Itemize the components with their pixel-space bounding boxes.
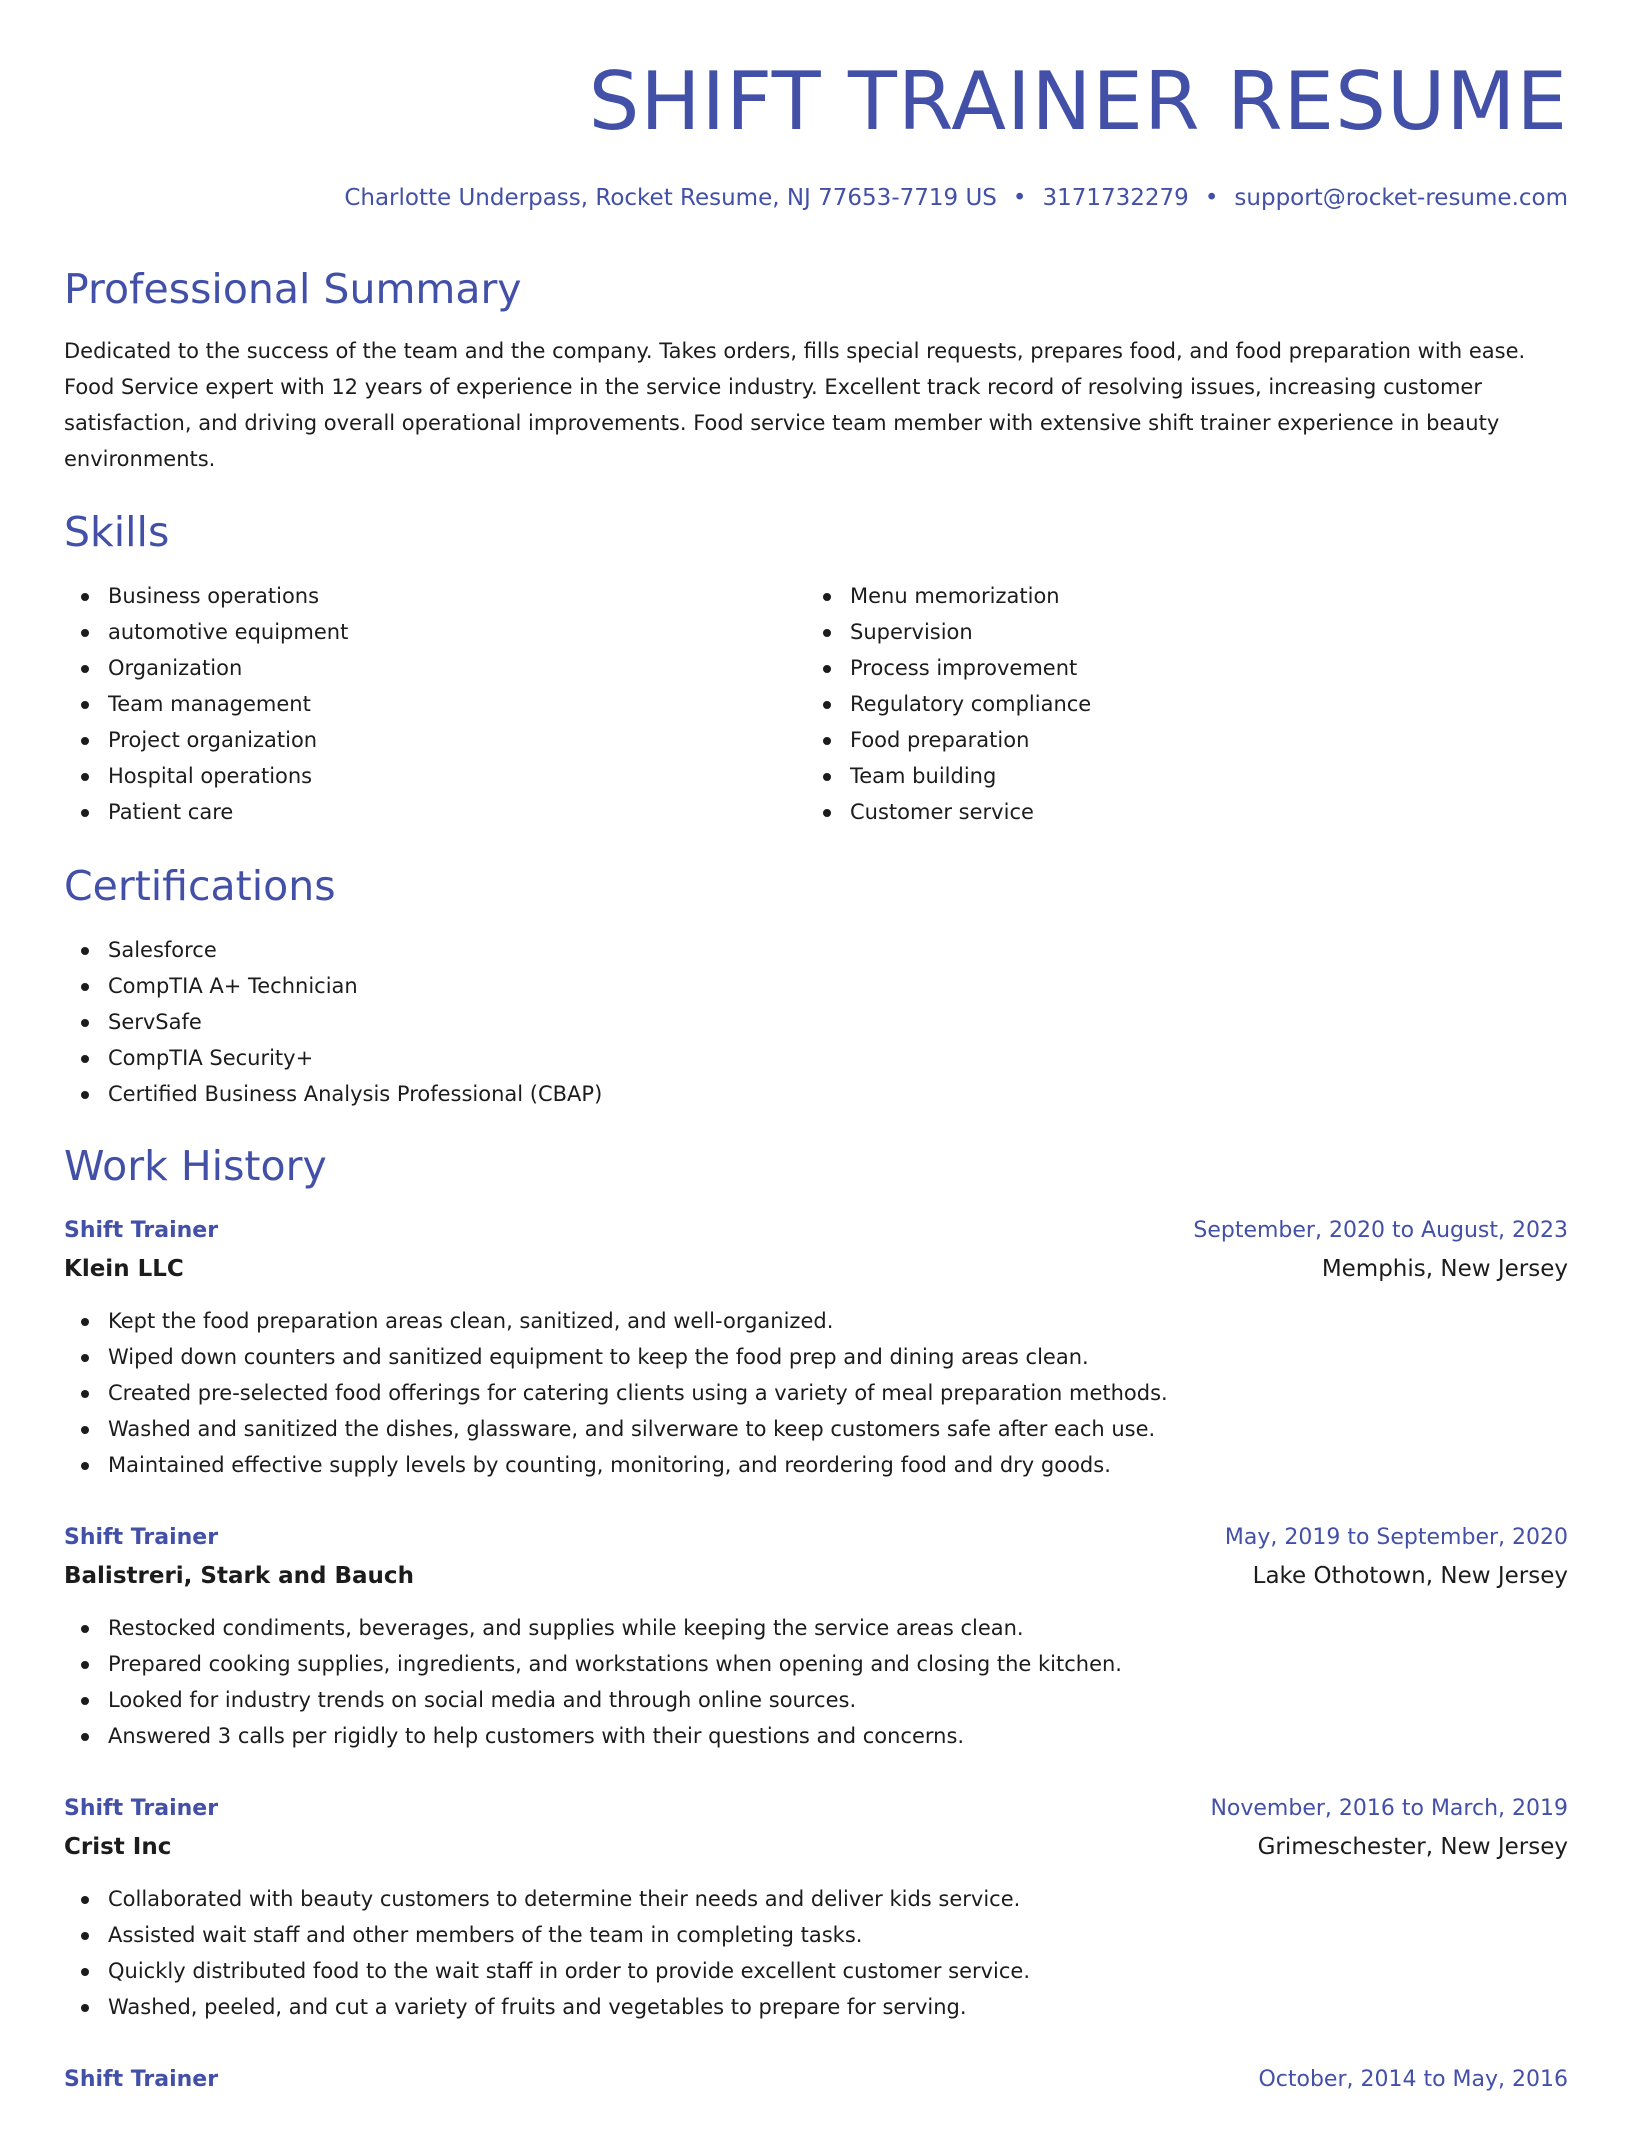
job-entry: [64, 2062, 1568, 2142]
skills-list-right: [806, 578, 1091, 830]
job-company: Balistreri, Stark and Bauch: [64, 1563, 414, 1589]
skill-item: Menu memorization: [806, 578, 1091, 614]
skills-list-left: [64, 578, 348, 830]
job-duties-list: [64, 1303, 1568, 1483]
summary-text: Dedicated to the success of the team and the company. Takes orders, fills special requests, prepares food, and food preparation with ease. Food Service expert with 12 years of experience in the service industry. Excellent track record of resolving issues, increasing customer satisfaction, and driving overall operational improvements. Food service team member with extensive shift trainer experience in beauty environments.: [64, 339, 1526, 471]
job-title: Shift Trainer: [64, 2067, 219, 2092]
skill-item: Regulatory compliance: [806, 686, 1091, 722]
skill-item: Team management: [64, 686, 348, 722]
contact-email[interactable]: support@rocket-resume.com: [1234, 185, 1568, 211]
job-header: [64, 2062, 1568, 2142]
job-entry: [64, 1791, 1568, 2025]
resume-title: SHIFT TRAINER RESUME: [588, 55, 1568, 148]
skill-item: automotive equipment: [64, 614, 348, 650]
job-location: Grimeschester, New Jersey: [1257, 1834, 1568, 1860]
skill-item: Food preparation: [806, 722, 1091, 758]
job-duty-item: Collaborated with beauty customers to determine their needs and deliver kids service.: [64, 1881, 1568, 1917]
contact-separator: •: [1204, 185, 1219, 211]
job-duty-item: Maintained effective supply levels by counting, monitoring, and reordering food and dry goods.: [64, 1447, 1568, 1483]
contact-phone: 3171732279: [1042, 185, 1189, 211]
job-company: Crist Inc: [64, 1834, 172, 1860]
job-duty-item: Prepared cooking supplies, ingredients, and workstations when opening and closing the kitchen.: [64, 1646, 1568, 1682]
skill-item: Organization: [64, 650, 348, 686]
summary-heading: Professional Summary: [64, 265, 522, 313]
job-dates: September, 2020 to August, 2023: [1193, 1218, 1568, 1243]
job-duty-item: Quickly distributed food to the wait staff in order to provide excellent customer service.: [64, 1953, 1568, 1989]
certification-item: CompTIA A+ Technician: [64, 968, 602, 1004]
job-duty-item: Restocked condiments, beverages, and supplies while keeping the service areas clean.: [64, 1610, 1568, 1646]
job-duty-item: Washed and sanitized the dishes, glassware, and silverware to keep customers safe after each use.: [64, 1411, 1568, 1447]
job-dates: October, 2014 to May, 2016: [1258, 2067, 1568, 2092]
skill-item: Process improvement: [806, 650, 1091, 686]
job-dates: November, 2016 to March, 2019: [1210, 1796, 1568, 1821]
certification-item: Certified Business Analysis Professional (CBAP): [64, 1076, 602, 1112]
job-location: Lake Othotown, New Jersey: [1252, 1563, 1568, 1589]
job-duty-item: Created pre-selected food offerings for catering clients using a variety of meal preparation methods.: [64, 1375, 1568, 1411]
job-duties-list: [64, 1610, 1568, 1754]
job-title: Shift Trainer: [64, 1525, 219, 1550]
certification-item: CompTIA Security+: [64, 1040, 602, 1076]
skill-item: Patient care: [64, 794, 348, 830]
contact-line: [344, 180, 1568, 216]
job-entry: [64, 1213, 1568, 1483]
job-header: [64, 1213, 1568, 1293]
job-duty-item: Answered 3 calls per rigidly to help customers with their questions and concerns.: [64, 1718, 1568, 1754]
job-title: Shift Trainer: [64, 1796, 219, 1821]
certification-item: Salesforce: [64, 932, 602, 968]
skill-item: Business operations: [64, 578, 348, 614]
skill-item: Hospital operations: [64, 758, 348, 794]
job-dates: May, 2019 to September, 2020: [1224, 1525, 1568, 1550]
job-location: Memphis, New Jersey: [1321, 1256, 1568, 1282]
certifications-heading: Certifications: [64, 862, 336, 910]
job-entry: [64, 1520, 1568, 1754]
job-duty-item: Looked for industry trends on social media and through online sources.: [64, 1682, 1568, 1718]
skill-item: Project organization: [64, 722, 348, 758]
job-title: Shift Trainer: [64, 1218, 219, 1243]
skill-item: Customer service: [806, 794, 1091, 830]
job-duty-item: Kept the food preparation areas clean, sanitized, and well-organized.: [64, 1303, 1568, 1339]
job-duties-list: [64, 1881, 1568, 2025]
job-duty-item: Wiped down counters and sanitized equipment to keep the food prep and dining areas clean.: [64, 1339, 1568, 1375]
job-company: Klein LLC: [64, 1256, 184, 1282]
work-history-heading: Work History: [64, 1142, 327, 1190]
job-duty-item: Washed, peeled, and cut a variety of fruits and vegetables to prepare for serving.: [64, 1989, 1568, 2025]
job-header: [64, 1520, 1568, 1600]
skill-item: Team building: [806, 758, 1091, 794]
job-duty-item: Assisted wait staff and other members of the team in completing tasks.: [64, 1917, 1568, 1953]
contact-separator: •: [1012, 185, 1027, 211]
certifications-list: [64, 932, 602, 1112]
skill-item: Supervision: [806, 614, 1091, 650]
certification-item: ServSafe: [64, 1004, 602, 1040]
skills-heading: Skills: [64, 508, 170, 556]
job-header: [64, 1791, 1568, 1871]
contact-address: Charlotte Underpass, Rocket Resume, NJ 77653-7719 US: [344, 185, 997, 211]
